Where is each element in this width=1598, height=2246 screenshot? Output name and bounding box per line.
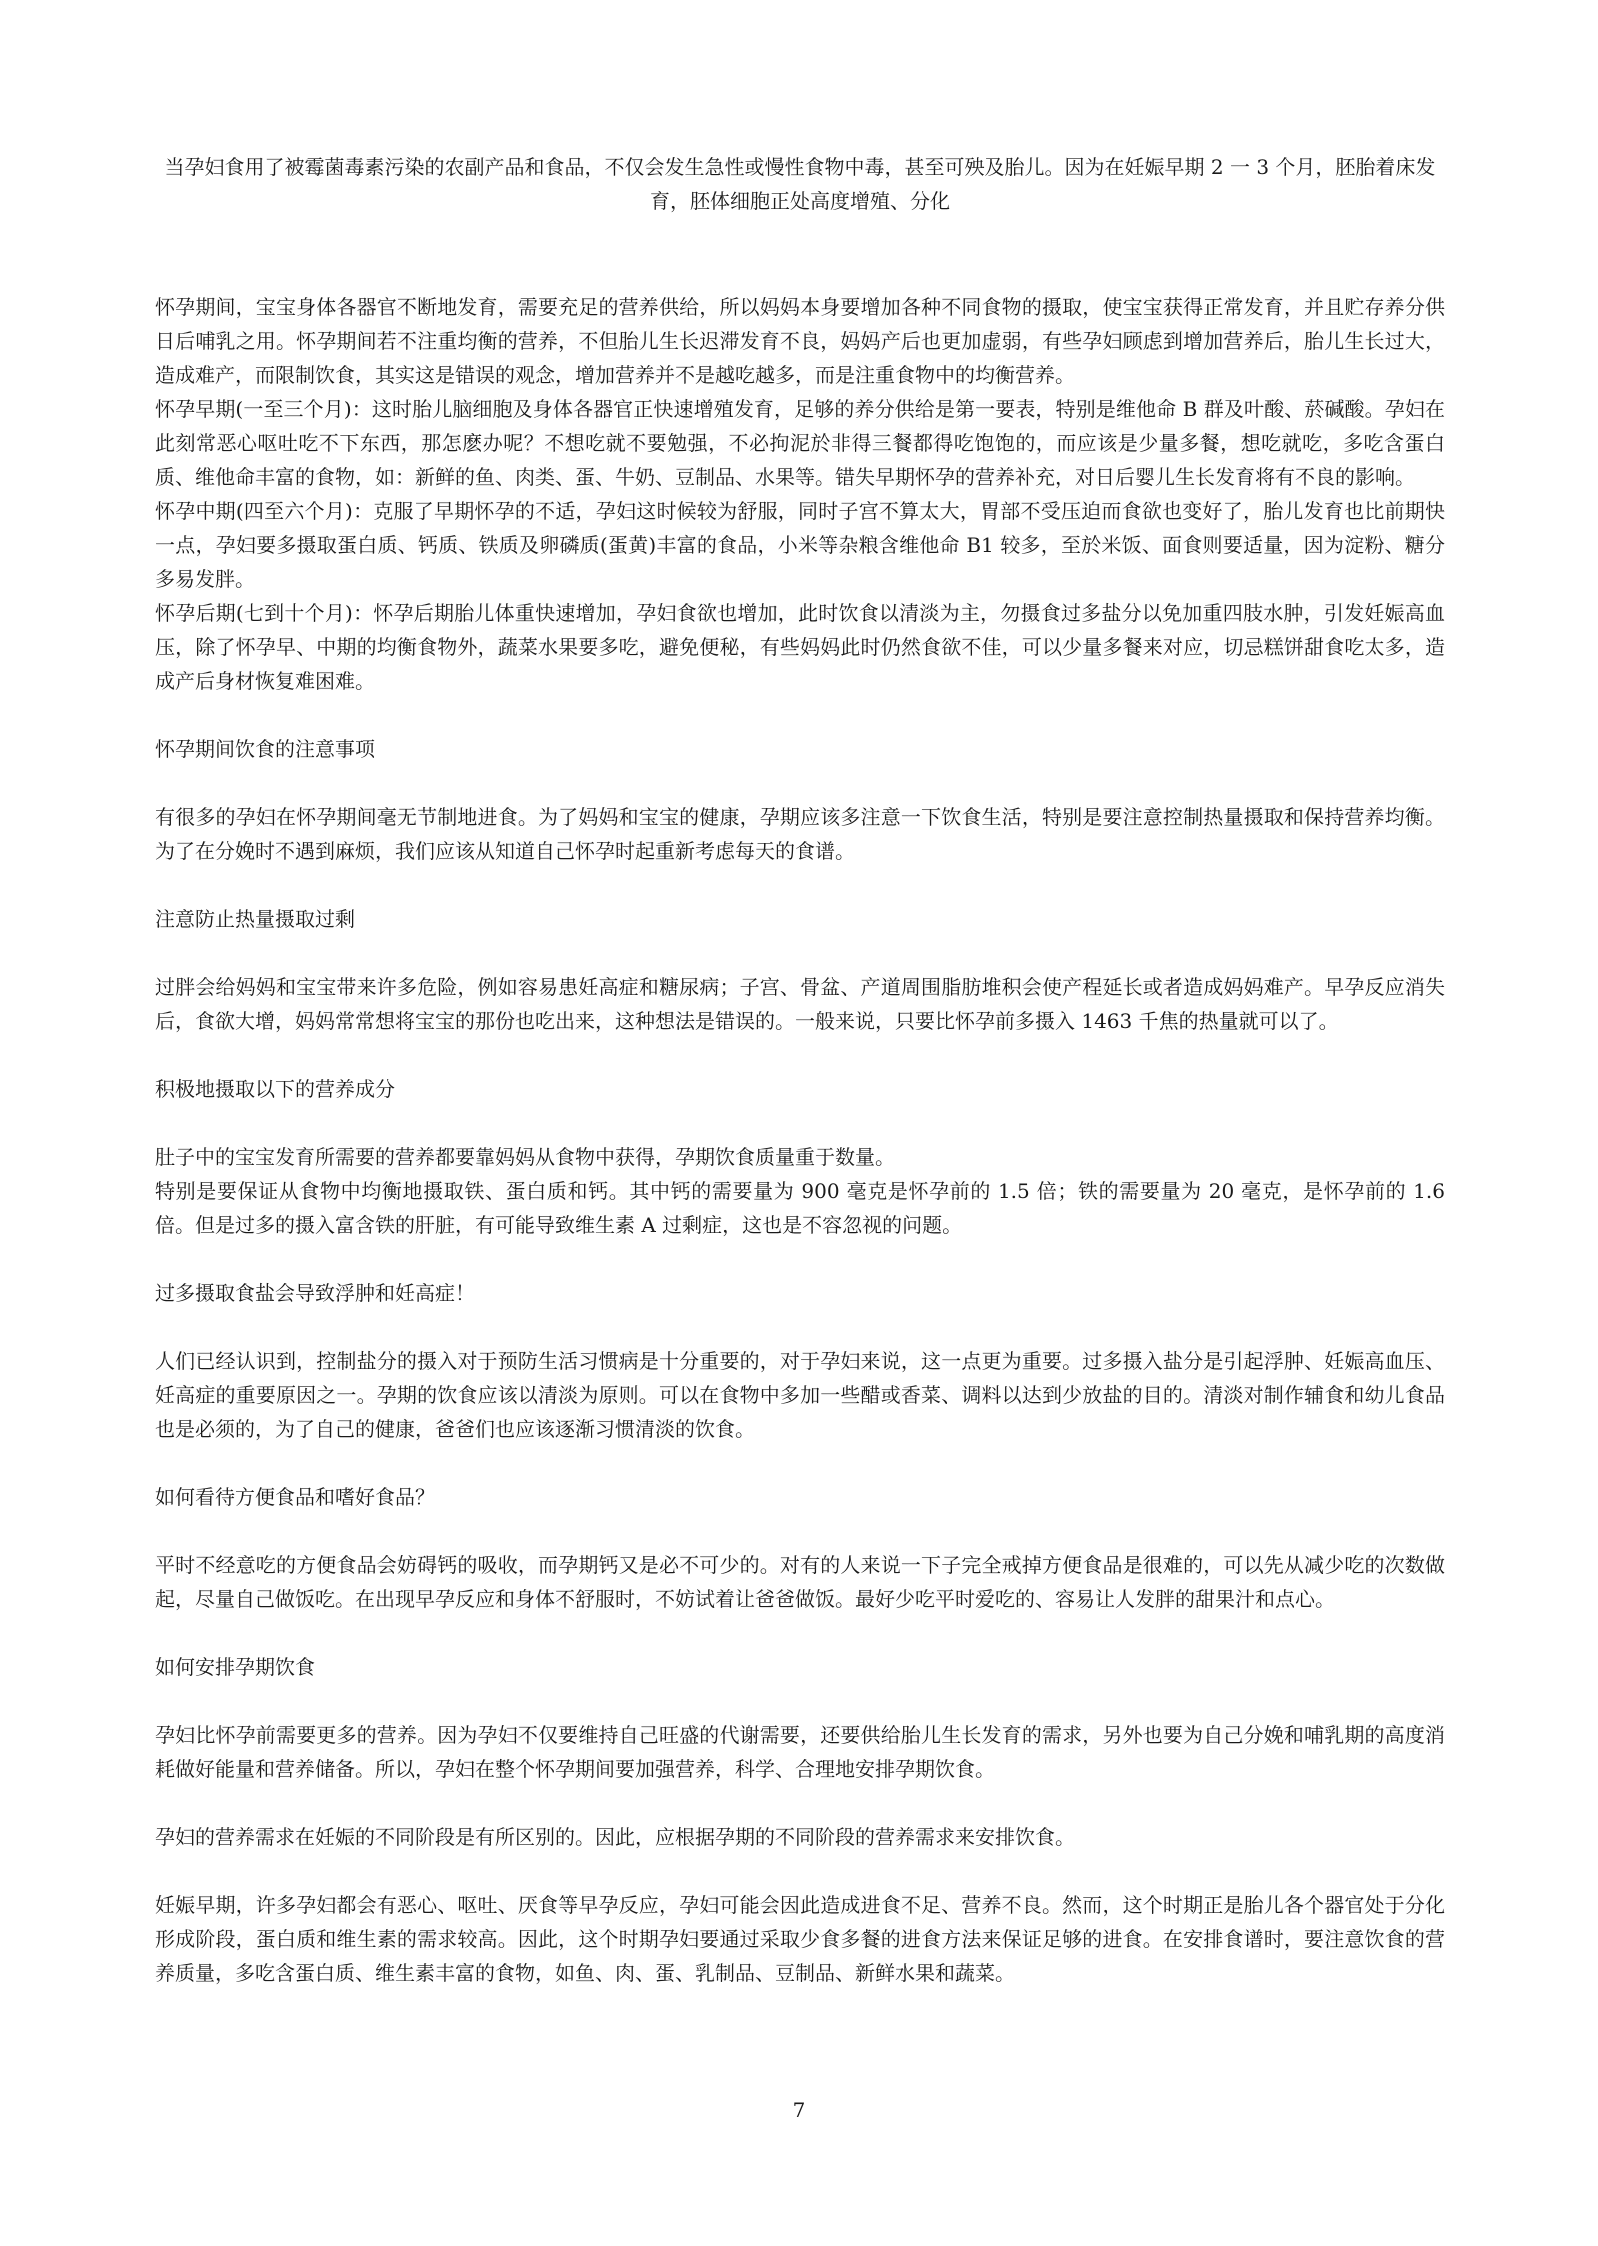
- page-number: 7: [792, 2098, 806, 2122]
- body-text: [155, 290, 1445, 1990]
- body-paragraph: 怀孕期间，宝宝身体各器官不断地发育，需要充足的营养供给，所以妈妈本身要增加各种不同食物的摄取，使宝宝获得正常发育，并且贮存养分供日后哺乳之用。怀孕期间若不注重均衡的营养，不但胎儿生长迟滞发育不良，妈妈产后也更加虚弱，有些孕妇顾虑到增加营养后，胎儿生长过大，造成难产，而限制饮食，其实这是错误的观念，增加营养并不是越吃越多，而是注重食物中的均衡营养。: [155, 295, 1445, 387]
- paragraph-gap: [155, 698, 1445, 732]
- paragraph-gap: [155, 936, 1445, 970]
- body-paragraph: 注意防止热量摄取过剩: [155, 907, 355, 931]
- body-paragraph: 如何看待方便食品和嗜好食品？: [155, 1485, 435, 1509]
- body-paragraph: 平时不经意吃的方便食品会妨碍钙的吸收，而孕期钙又是必不可少的。对有的人来说一下子完全戒掉方便食品是很难的，可以先从减少吃的次数做起，尽量自己做饭吃。在出现早孕反应和身体不舒服时，不妨试着让爸爸做饭。最好少吃平时爱吃的、容易让人发胖的甜果汁和点心。: [155, 1553, 1445, 1611]
- paragraph-gap: [155, 1038, 1445, 1072]
- body-paragraph: 怀孕期间饮食的注意事项: [155, 737, 375, 761]
- body-paragraph: 特别是要保证从食物中均衡地摄取铁、蛋白质和钙。其中钙的需要量为 900 毫克是怀孕前的 1.5 倍；铁的需要量为 20 毫克，是怀孕前的 1.6 倍。但是过多的摄入富含铁的肝脏，有可能导致维生素 A 过剩症，这也是不容忽视的问题。: [155, 1179, 1445, 1237]
- body-paragraph: 过胖会给妈妈和宝宝带来许多危险，例如容易患妊高症和糖尿病；子宫、骨盆、产道周围脂肪堆积会使产程延长或者造成妈妈难产。早孕反应消失后，食欲大增，妈妈常常想将宝宝的那份也吃出来，这种想法是错误的。一般来说，只要比怀孕前多摄入 1463 千焦的热量就可以了。: [155, 975, 1445, 1033]
- body-paragraph: 积极地摄取以下的营养成分: [155, 1077, 395, 1101]
- body-paragraph: 人们已经认识到，控制盐分的摄入对于预防生活习惯病是十分重要的，对于孕妇来说，这一点更为重要。过多摄入盐分是引起浮肿、妊娠高血压、妊高症的重要原因之一。孕期的饮食应该以清淡为原则。可以在食物中多加一些醋或香菜、调料以达到少放盐的目的。清淡对制作辅食和幼儿食品也是必须的，为了自己的健康，爸爸们也应该逐渐习惯清淡的饮食。: [155, 1349, 1445, 1441]
- intro-paragraph: 当孕妇食用了被霉菌毒素污染的农副产品和食品，不仅会发生急性或慢性食物中毒，甚至可殃及胎儿。因为在妊娠早期 2 一 3 个月，胚胎着床发育，胚体细胞正处高度增殖、分化: [164, 155, 1436, 213]
- paragraph-gap: [155, 1854, 1445, 1888]
- paragraph-gap: [155, 1684, 1445, 1718]
- paragraph-gap: [155, 1786, 1445, 1820]
- page-content: [155, 150, 1445, 1990]
- paragraph-gap: [155, 1514, 1445, 1548]
- paragraph-gap: [155, 766, 1445, 800]
- body-paragraph: 怀孕中期(四至六个月)：克服了早期怀孕的不适，孕妇这时候较为舒服，同时子宫不算太大，胃部不受压迫而食欲也变好了，胎儿发育也比前期快一点，孕妇要多摄取蛋白质、钙质、铁质及卵磷质(蛋黄)丰富的食品，小米等杂粮含维他命 B1 较多，至於米饭、面食则要适量，因为淀粉、糖分多易发胖。: [155, 499, 1445, 591]
- body-paragraph: 过多摄取食盐会导致浮肿和妊高症！: [155, 1281, 475, 1305]
- body-paragraph: 肚子中的宝宝发育所需要的营养都要靠妈妈从食物中获得，孕期饮食质量重于数量。: [155, 1145, 895, 1169]
- paragraph-gap: [155, 1446, 1445, 1480]
- body-paragraph: 孕妇比怀孕前需要更多的营养。因为孕妇不仅要维持自己旺盛的代谢需要，还要供给胎儿生长发育的需求，另外也要为自己分娩和哺乳期的高度消耗做好能量和营养储备。所以，孕妇在整个怀孕期间要加强营养，科学、合理地安排孕期饮食。: [155, 1723, 1445, 1781]
- body-paragraph: 有很多的孕妇在怀孕期间毫无节制地进食。为了妈妈和宝宝的健康，孕期应该多注意一下饮食生活，特别是要注意控制热量摄取和保持营养均衡。为了在分娩时不遇到麻烦，我们应该从知道自己怀孕时起重新考虑每天的食谱。: [155, 805, 1445, 863]
- body-paragraph: 如何安排孕期饮食: [155, 1655, 315, 1679]
- body-paragraph: 妊娠早期，许多孕妇都会有恶心、呕吐、厌食等早孕反应，孕妇可能会因此造成进食不足、营养不良。然而，这个时期正是胎儿各个器官处于分化形成阶段，蛋白质和维生素的需求较高。因此，这个时期孕妇要通过采取少食多餐的进食方法来保证足够的进食。在安排食谱时，要注意饮食的营养质量，多吃含蛋白质、维生素丰富的食物，如鱼、肉、蛋、乳制品、豆制品、新鲜水果和蔬菜。: [155, 1893, 1445, 1985]
- paragraph-gap: [155, 1310, 1445, 1344]
- paragraph-gap: [155, 1106, 1445, 1140]
- body-paragraph: 孕妇的营养需求在妊娠的不同阶段是有所区别的。因此，应根据孕期的不同阶段的营养需求来安排饮食。: [155, 1825, 1075, 1849]
- body-paragraph: 怀孕早期(一至三个月)：这时胎儿脑细胞及身体各器官正快速增殖发育，足够的养分供给是第一要表，特别是维他命 B 群及叶酸、菸碱酸。孕妇在此刻常恶心呕吐吃不下东西，那怎麽办呢？不想吃就不要勉强，不必拘泥於非得三餐都得吃饱饱的，而应该是少量多餐，想吃就吃，多吃含蛋白质、维他命丰富的食物，如：新鲜的鱼、肉类、蛋、牛奶、豆制品、水果等。错失早期怀孕的营养补充，对日后婴儿生长发育将有不良的影响。: [155, 397, 1445, 489]
- paragraph-gap: [155, 868, 1445, 902]
- paragraph-gap: [155, 1242, 1445, 1276]
- body-paragraph: 怀孕后期(七到十个月)：怀孕后期胎儿体重快速增加，孕妇食欲也增加，此时饮食以清淡为主，勿摄食过多盐分以免加重四肢水肿，引发妊娠高血压，除了怀孕早、中期的均衡食物外，蔬菜水果要多吃，避免便秘，有些妈妈此时仍然食欲不佳，可以少量多餐来对应，切忌糕饼甜食吃太多，造成产后身材恢复难困难。: [155, 601, 1445, 693]
- paragraph-gap: [155, 1616, 1445, 1650]
